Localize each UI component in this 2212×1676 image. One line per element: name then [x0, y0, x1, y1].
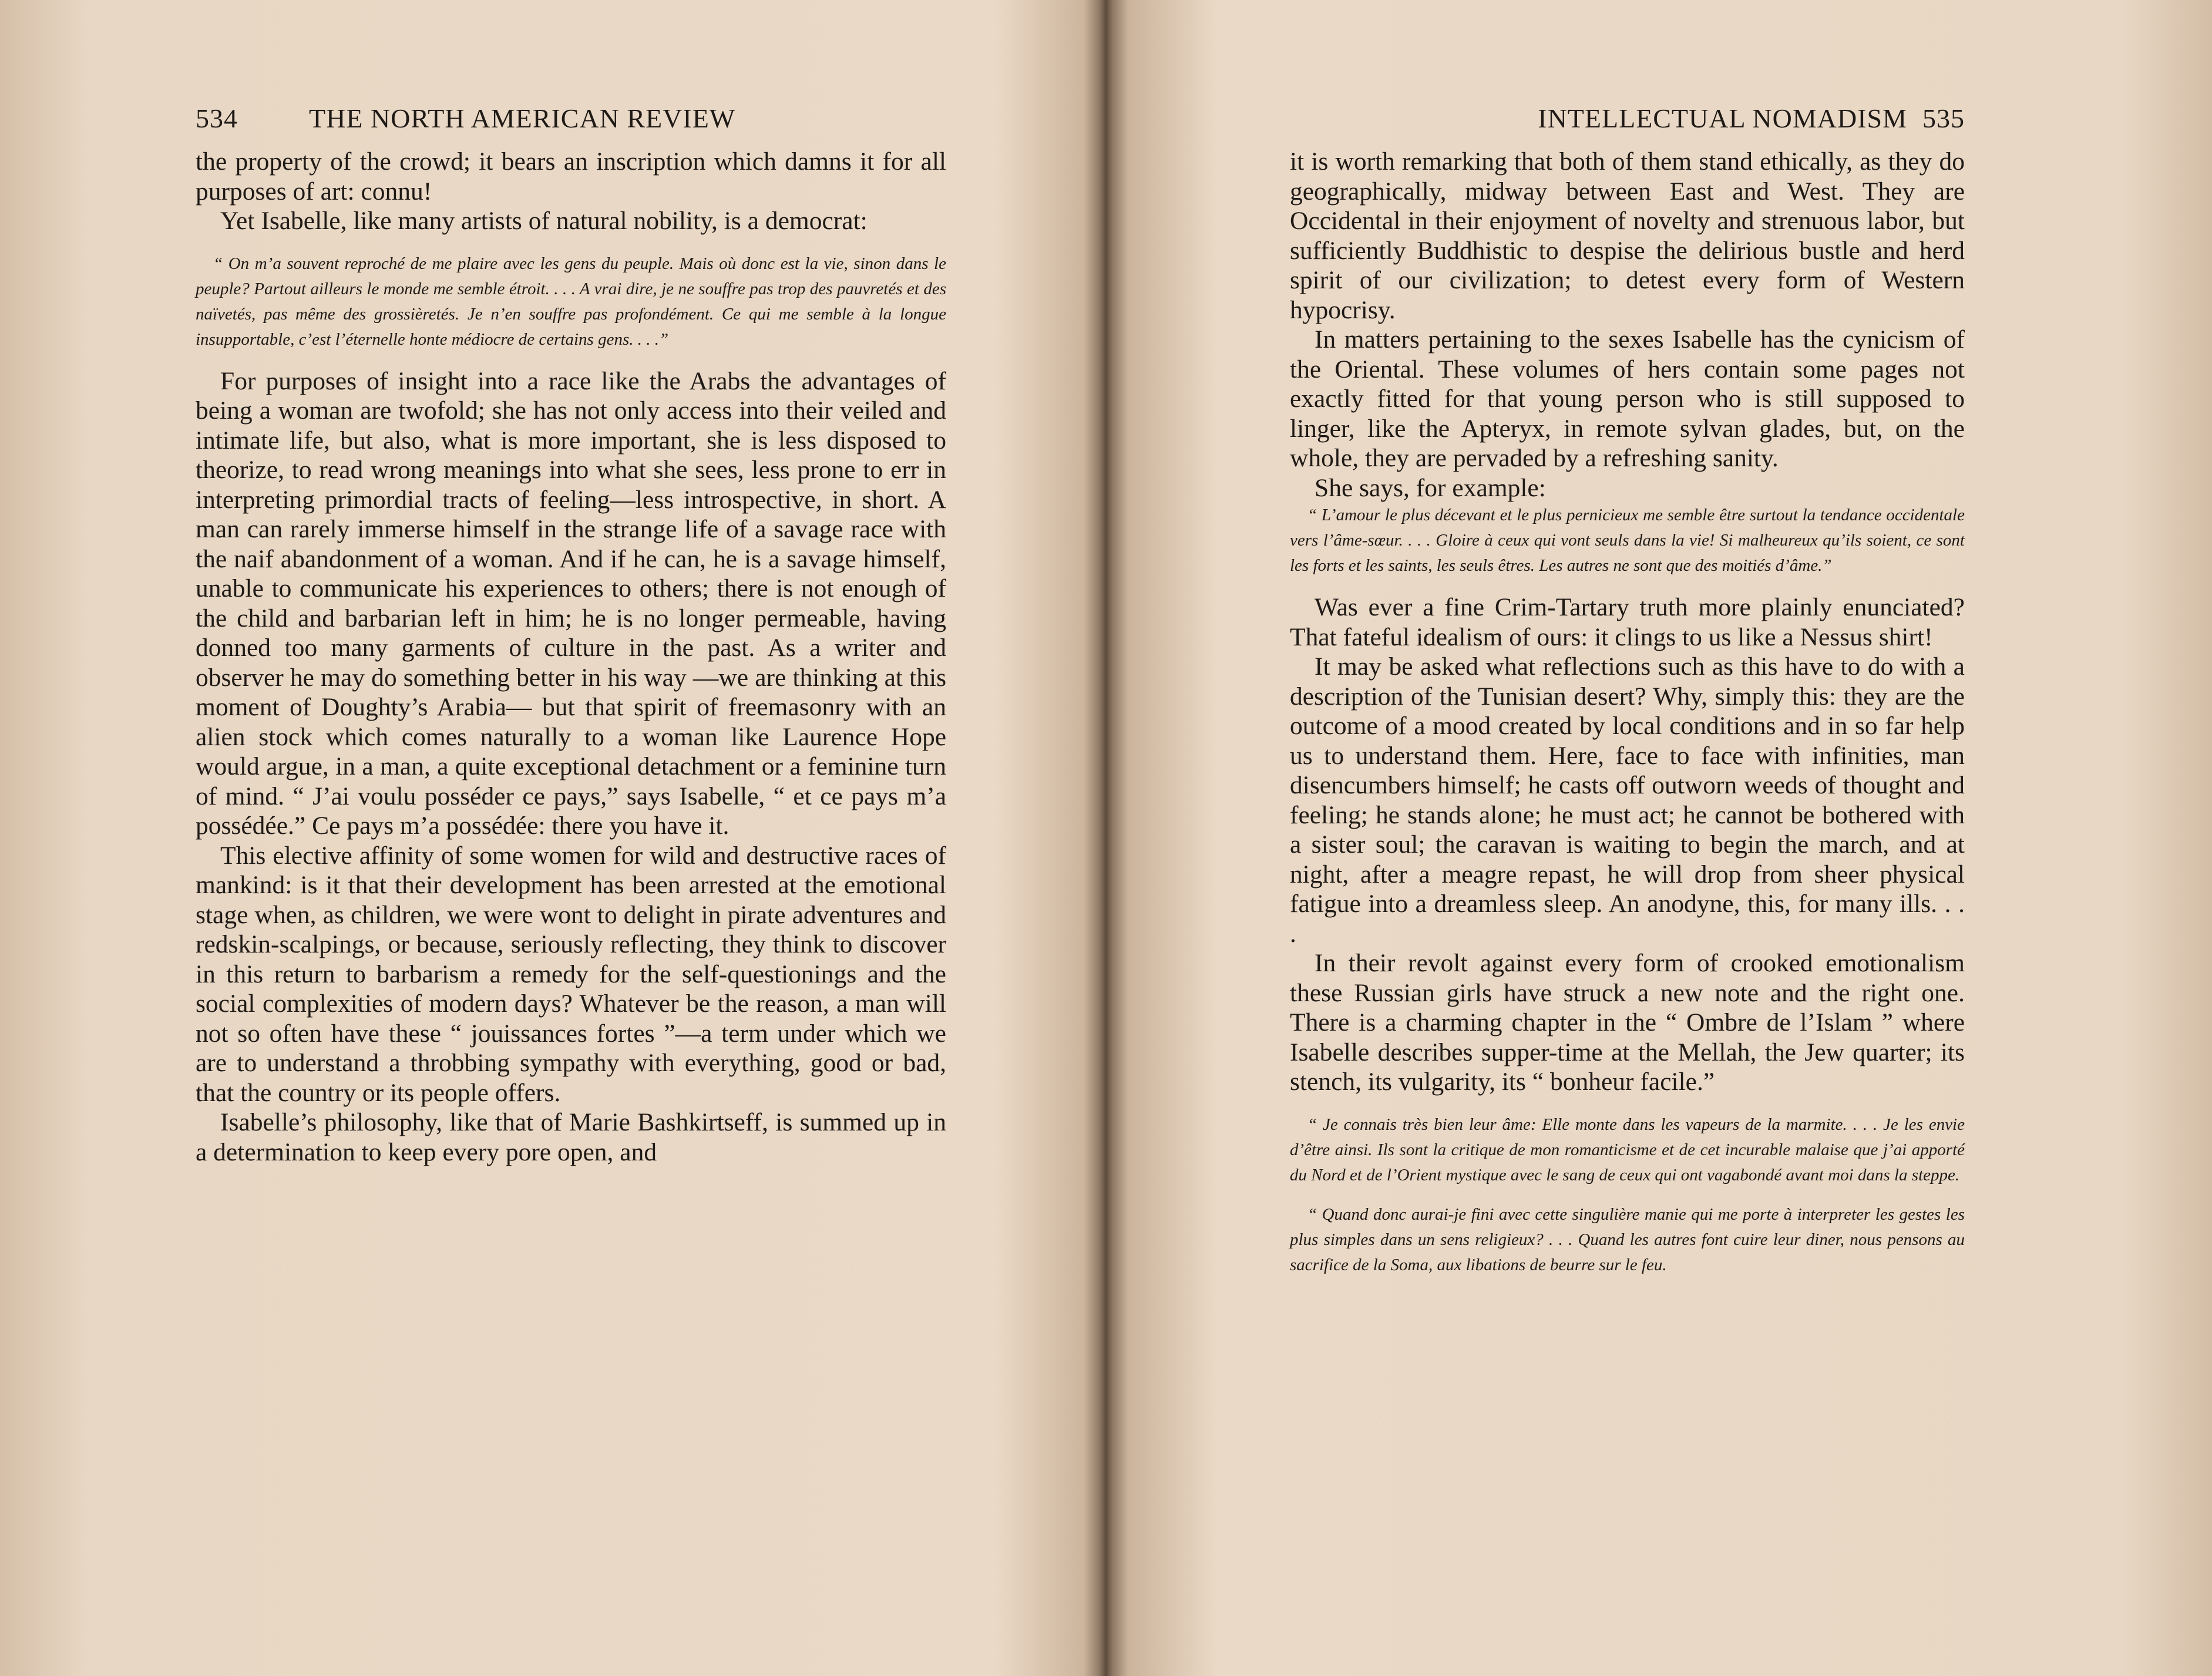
left-page-header — [196, 103, 946, 138]
page-number: 534 — [196, 103, 238, 133]
page-number: 535 — [1922, 103, 1965, 133]
paragraph: Was ever a fine Crim-Tartary truth more plainly enunciated? That fateful idealism of ours: it clings to us like a Nessus shirt! — [1290, 593, 1965, 651]
right-text-column — [1290, 147, 1965, 1292]
block-quote: “ On m’a souvent reproché de me plaire avec les gens du peuple. Mais où donc est la vie, sinon dans le peuple? Partout ailleurs le monde me semble étroit. . . . A vrai dire, je ne souffre pas trop des pauvretés et des naïvetés, pas même des grossièretés. Je n’en souffre pas profondément. Ce qui me semble à la longue insupportable, c’est l’éternelle honte médiocre de certains gens. . . .” — [196, 254, 946, 349]
running-head: INTELLECTUAL NOMADISM — [1538, 103, 1907, 133]
paragraph: This elective affinity of some women for wild and destructive races of mankind: is it that their development has been arrested at the emotional stage when, as children, we were wont to delight in pirate adventures and redskin-scalpings, or because, seriously reflecting, they think to discover in this return to barbarism a remedy for the self-questionings and the social complexities of modern days? Whatever be the reason, a man will not so often have these “ jouissances fortes ”—a term under which we are to understand a throbbing sympathy with everything, good or bad, that the country or its people offers. — [196, 841, 946, 1107]
paragraph: Yet Isabelle, like many artists of natural nobility, is a democrat: — [220, 207, 868, 235]
paragraph: In their revolt against every form of crooked emotionalism these Russian girls have struck a new note and the right one. There is a charming chapter in the “ Ombre de l’Islam ” where Isabelle describes supper-time at the Mellah, the Jew quarter; its stench, its vulgarity, its “ bonheur facile.” — [1290, 949, 1965, 1096]
block-quote: “ L’amour le plus décevant et le plus pernicieux me semble être surtout la tendance occidentale vers l’âme-sœur. . . . Gloire à ceux qui vont seuls dans la vie! Si malheureux qu’ils soient, ce sont les forts et les saints, les seuls êtres. Les autres ne sont que des moitiés d’âme.” — [1290, 506, 1965, 575]
paragraph: In matters pertaining to the sexes Isabelle has the cynicism of the Oriental. These volumes of hers contain some pages not exactly fitted for that young person who is still supposed to linger, like the Apteryx, in remote sylvan glades, but, on the whole, they are pervaded by a refreshing sanity. — [1290, 325, 1965, 472]
left-text-column — [196, 147, 946, 1167]
running-head: THE NORTH AMERICAN REVIEW — [309, 103, 736, 133]
paragraph: the property of the crowd; it bears an inscription which damns it for all purposes of art: connu! — [196, 147, 946, 206]
right-page — [1106, 0, 2212, 1676]
paragraph: For purposes of insight into a race like the Arabs the advantages of being a woman are twofold; she has not only access into their veiled and intimate life, but also, what is more important, she is less disposed to theorize, to read wrong meanings into what she sees, less prone to err in interpreting primordial tracts of feeling—less introspective, in short. A man can rarely immerse himself in the strange life of a savage race with the naif abandonment of a woman. And if he can, he is a savage himself, unable to communicate his experiences to others; there is not enough of the child and barbarian left in him; he is no longer permeable, having donned too many garments of culture in the past. As a writer and observer he may do something better in his way —we are thinking at this moment of Doughty’s Arabia— but that spirit of freemasonry with an alien stock which comes naturally to a woman like Laurence Hope would argue, in a man, a quite exceptional detachment or a feminine turn of mind. “ J’ai voulu posséder ce pays,” says Isabelle, “ et ce pays m’a possédée.” Ce pays m’a possédée: there you have it. — [196, 366, 946, 840]
block-quote: “ Quand donc aurai-je fini avec cette singulière manie qui me porte à interpreter les gestes les plus simples dans un sens religieux? . . . Quand les autres font cuire leur diner, nous pensons au sacrifice de la Soma, aux libations de beurre sur le feu. — [1290, 1204, 1965, 1274]
paragraph: It may be asked what reflections such as this have to do with a description of the Tunisian desert? Why, simply this: they are the outcome of a mood created by local conditions and in so far help us to understand them. Here, face to face with infinities, man disencumbers himself; he casts off outworn weeds of thought and feeling; he stands alone; he must act; he cannot be bothered with a sister soul; the caravan is waiting to begin the march, and at night, after a meagre repast, he will drop from sheer physical fatigue into a dreamless sleep. An anodyne, this, for many ills. . . . — [1290, 652, 1965, 948]
right-page-header — [1290, 103, 1965, 138]
paragraph: She says, for example: — [1315, 473, 1546, 502]
paragraph: it is worth remarking that both of them stand ethically, as they do geographically, midway between East and West. They are Occidental in their enjoyment of novelty and strenuous labor, but sufficiently Buddhistic to despise the delirious bustle and herd spirit of our civilization; to detest every form of Western hypocrisy. — [1290, 147, 1965, 324]
block-quote: “ Je connais très bien leur âme: Elle monte dans les vapeurs de la marmite. . . . Je les envie d’être ainsi. Ils sont la critique de mon romanticisme et de cet incurable malaise que j’ai apporté du Nord et de l’Orient mystique avec le sang de ceux qui ont vagabondé avant moi dans la steppe. — [1290, 1115, 1965, 1184]
paragraph: Isabelle’s philosophy, like that of Marie Bashkirtseff, is summed up in a determination to keep every pore open, and — [196, 1108, 946, 1166]
